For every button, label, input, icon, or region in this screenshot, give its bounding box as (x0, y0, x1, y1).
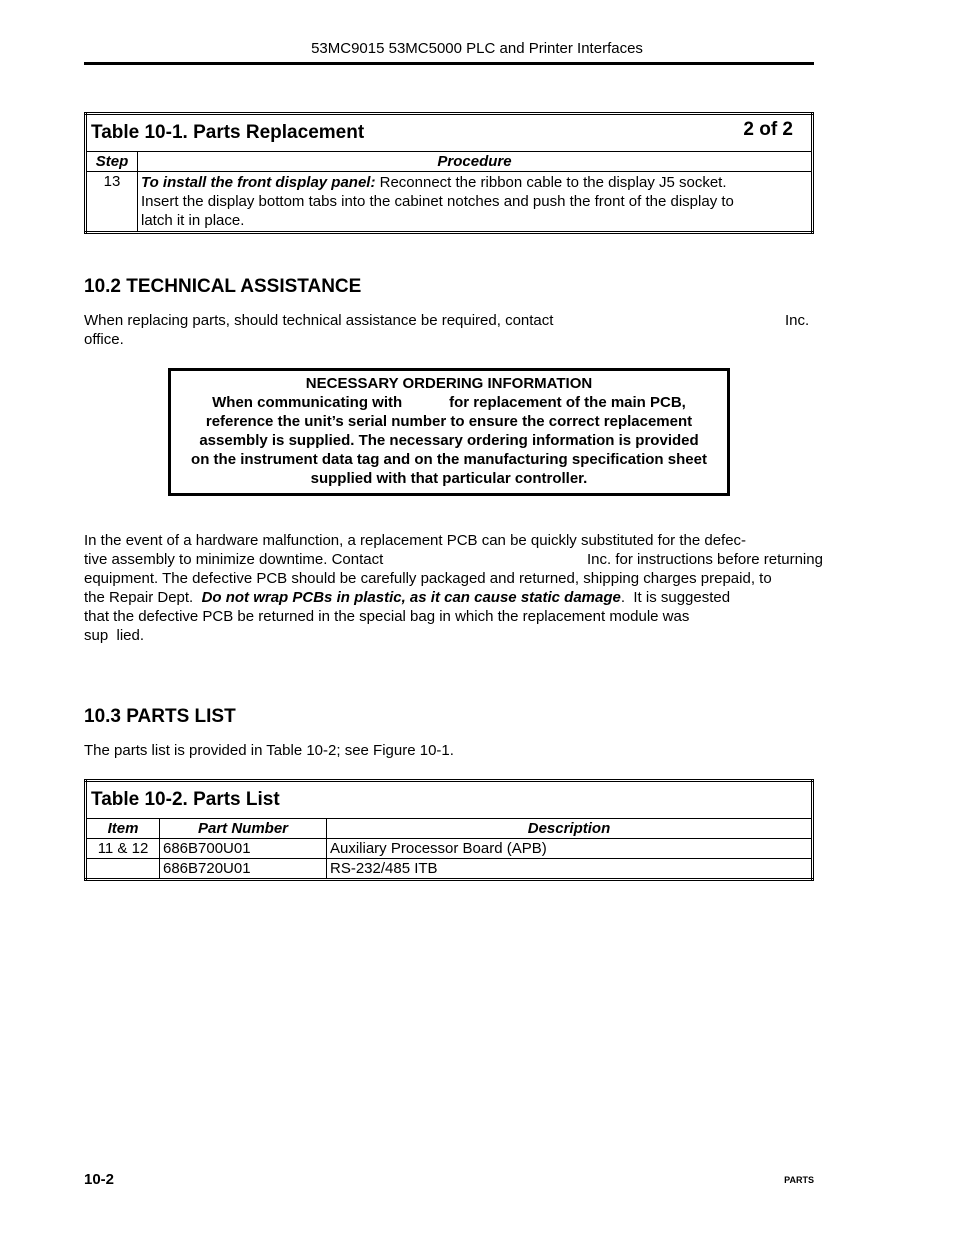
text-line: that the defective PCB be returned in the special bag in which the replacement module was (84, 608, 690, 625)
table-title: Table 10-2. Parts List (86, 781, 813, 819)
cell-step: 13 (86, 172, 138, 233)
text-line: Inc. (785, 312, 810, 329)
procedure-line: Insert the display bottom tabs into the cabinet notches and push the front of the display to (141, 193, 734, 210)
header-rule (84, 62, 814, 65)
table-caption (86, 114, 813, 152)
text-line: equipment. The defective PCB should be carefully packaged and returned, shipping charges prepaid, to (84, 570, 772, 587)
page-number: 10-2 (84, 1171, 115, 1188)
paragraph (84, 311, 814, 349)
col-header-part-number: Part Number (160, 819, 327, 839)
box-line: on the instrument data tag and on the manufacturing specification sheet (191, 451, 707, 468)
table-row (86, 839, 813, 859)
text-line: Inc. for instructions before returning (587, 551, 823, 568)
text-line: office. (84, 331, 124, 348)
section-heading: 10.2 TECHNICAL ASSISTANCE (84, 276, 362, 297)
col-header-description: Description (327, 819, 813, 839)
col-header-item: Item (86, 819, 160, 839)
table-title: Table 10-1. Parts Replacement (91, 122, 365, 143)
paragraph: The parts list is provided in Table 10-2; see Figure 10-1. (84, 742, 454, 759)
cell-description: RS-232/485 ITB (327, 859, 813, 880)
table-page-of: 2 of 2 (743, 119, 793, 140)
section-heading: 10.3 PARTS LIST (84, 706, 236, 727)
warning-text: Do not wrap PCBs in plastic, as it can cause static damage (201, 589, 621, 606)
text-line: the Repair Dept. (84, 589, 202, 606)
cell-item (86, 859, 160, 880)
table-parts-replacement (84, 112, 814, 234)
box-line: supplied with that particular controller. (310, 470, 588, 487)
procedure-line: Reconnect the ribbon cable to the display J5 socket. (375, 174, 727, 191)
col-header-procedure: Procedure (138, 152, 813, 172)
table-parts-list (84, 779, 814, 881)
cell-procedure (138, 172, 813, 233)
text-line: . It is suggested (620, 589, 731, 606)
text-line: sup lied. (84, 627, 145, 644)
paragraph (84, 531, 874, 645)
page-header-title: 53MC9015 53MC5000 PLC and Printer Interfaces (311, 40, 643, 57)
table-row (86, 859, 813, 880)
text-line: tive assembly to minimize downtime. Contact (84, 551, 384, 568)
procedure-title: To install the front display panel: (141, 174, 376, 191)
cell-part-number: 686B720U01 (160, 859, 327, 880)
cell-part-number: 686B700U01 (160, 839, 327, 859)
col-header-step: Step (86, 152, 138, 172)
cell-description: Auxiliary Processor Board (APB) (327, 839, 813, 859)
ordering-info-box (168, 368, 730, 496)
text-line: In the event of a hardware malfunction, a replacement PCB can be quickly substituted for the defec- (84, 532, 747, 549)
box-title: NECESSARY ORDERING INFORMATION (305, 375, 593, 392)
cell-item: 11 & 12 (86, 839, 160, 859)
box-line: assembly is supplied. The necessary ordering information is provided (199, 432, 699, 449)
footer-section: PARTS (784, 1175, 814, 1185)
text-line: When replacing parts, should technical assistance be required, contact (84, 312, 554, 329)
box-line: reference the unit’s serial number to ensure the correct replacement (205, 413, 693, 430)
procedure-line: latch it in place. (141, 212, 245, 229)
box-line: When communicating with for replacement of the main PCB, (212, 394, 686, 411)
